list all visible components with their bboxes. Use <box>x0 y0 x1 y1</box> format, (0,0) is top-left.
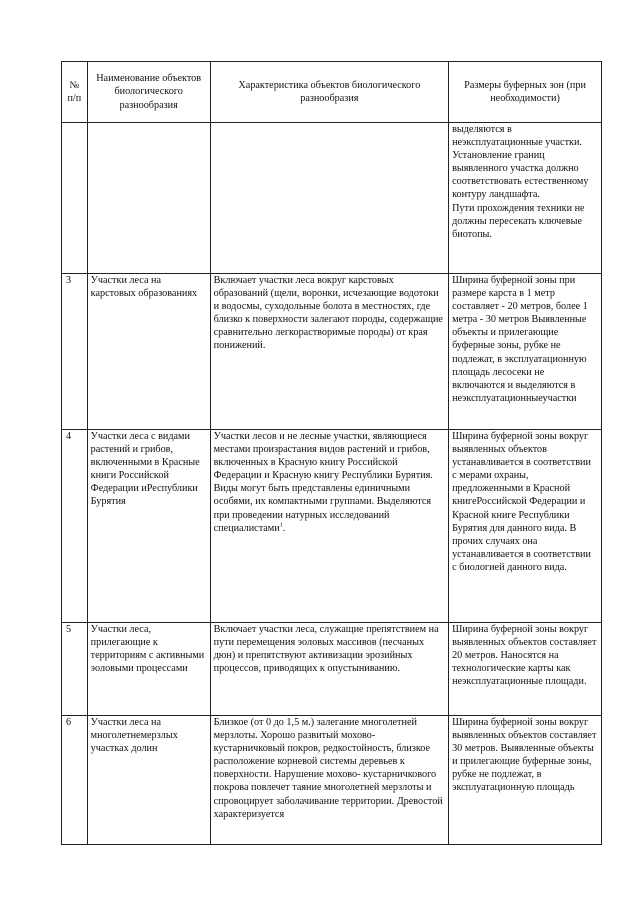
cell-buffer <box>449 123 602 274</box>
header-characteristic: Характеристика объектов биологического разнообразия <box>210 62 448 123</box>
cell-name: Участки леса на многолетнемерзлых участках долин <box>87 716 210 845</box>
cell-num: 3 <box>62 274 88 430</box>
cell-buffer: Ширина буферной зоны при размере карста в 1 метр составляет - 20 метров, более 1 метра - 30 метров Выявленные объекты и прилегающие буферные зоны, рубке не подлежат, в эксплуатационную площадь лесосеки не включаются и выделяются в неэксплуатационныеучастки <box>449 274 602 430</box>
cell-num: 4 <box>62 430 88 623</box>
buffer-paragraph: Установление границ выявленного участка должно соответствовать естественному контуру ландшафта. <box>452 150 589 201</box>
footnote-marker: 1 <box>279 522 283 529</box>
cell-buffer: Ширина буферной зоны вокруг выявленных объектов устанавливается в соответствии с мерами охраны, предложенными в Красной книгеРоссийской Федерации и Красной книге Республики Бурятия для данного вида. В прочих случаях она устанавливается в соответствии с биологией данного вида. <box>449 430 602 623</box>
cell-num: 6 <box>62 716 88 845</box>
cell-characteristic <box>210 430 448 623</box>
cell-characteristic: Близкое (от 0 до 1,5 м.) залегание многолетней мерзлоты. Хорошо развитый мохово-кустарничковый покров, редкостойность, близкое расположение корневой системы деревьев к поверхности. Нарушение мохово- кустарничкового покрова повлечет таяние многолетней мерзлоты и спровоцирует заболачивание территории. Древостой характеризуется <box>210 716 448 845</box>
header-num: № п/п <box>62 62 88 123</box>
cell-name: Участки леса, прилегающие к территориям с активными эоловыми процессами <box>87 623 210 716</box>
table-row <box>62 274 602 430</box>
cell-name <box>87 123 210 274</box>
cell-characteristic <box>210 123 448 274</box>
cell-buffer: Ширина буферной зоны вокруг выявленных объектов составляет 30 метров. Выявленные объекты и прилегающие буферные зоны, рубке не подлежат, в эксплуатационную площадь <box>449 716 602 845</box>
table-row-continuation <box>62 123 602 274</box>
cell-buffer: Ширина буферной зоны вокруг выявленных объектов составляет 20 метров. Наносятся на технологические карты как неэксплуатационные площади. <box>449 623 602 716</box>
header-buffer: Размеры буферных зон (при необходимости) <box>449 62 602 123</box>
cell-name: Участки леса с видами растений и грибов, включенными в Красные книги Российской Федерации иРеспублики Бурятия <box>87 430 210 623</box>
table-header-row <box>62 62 602 123</box>
characteristic-text: Участки лесов и не лесные участки, являющиеся местами произрастания видов растений и грибов, включенных в Красную книгу Российской Федерации и Красную книгу Республики Бурятия. Виды могут быть представлены единичными особями, их компактными группами. Выделяются при проведении натурных исследований специалистами <box>213 431 433 534</box>
cell-num <box>62 123 88 274</box>
cell-name: Участки леса на карстовых образованиях <box>87 274 210 430</box>
table-row <box>62 623 602 716</box>
biodiversity-table <box>61 61 602 845</box>
buffer-paragraph: Пути прохождения техники не должны пересекать ключевые биотопы. <box>452 202 585 240</box>
header-name: Наименование объектов биологического разнообразия <box>87 62 210 123</box>
cell-characteristic: Включает участки леса, служащие препятствием на пути перемещения эоловых массивов (песчаных дюн) и препятствуют активизации эрозийных процессов, приводящих к опустыниванию. <box>210 623 448 716</box>
table-row <box>62 716 602 845</box>
table-row <box>62 430 602 623</box>
cell-num: 5 <box>62 623 88 716</box>
cell-characteristic: Включает участки леса вокруг карстовых образований (щели, воронки, исчезающие водотоки и водосмы, суходольные болота в местностях, где близко к поверхности залегают породы, содержащие сравнительно легкорастворимые породы) от края понижений. <box>210 274 448 430</box>
characteristic-end: . <box>282 522 286 534</box>
buffer-paragraph: выделяются в неэксплуатационные участки. <box>452 124 582 149</box>
